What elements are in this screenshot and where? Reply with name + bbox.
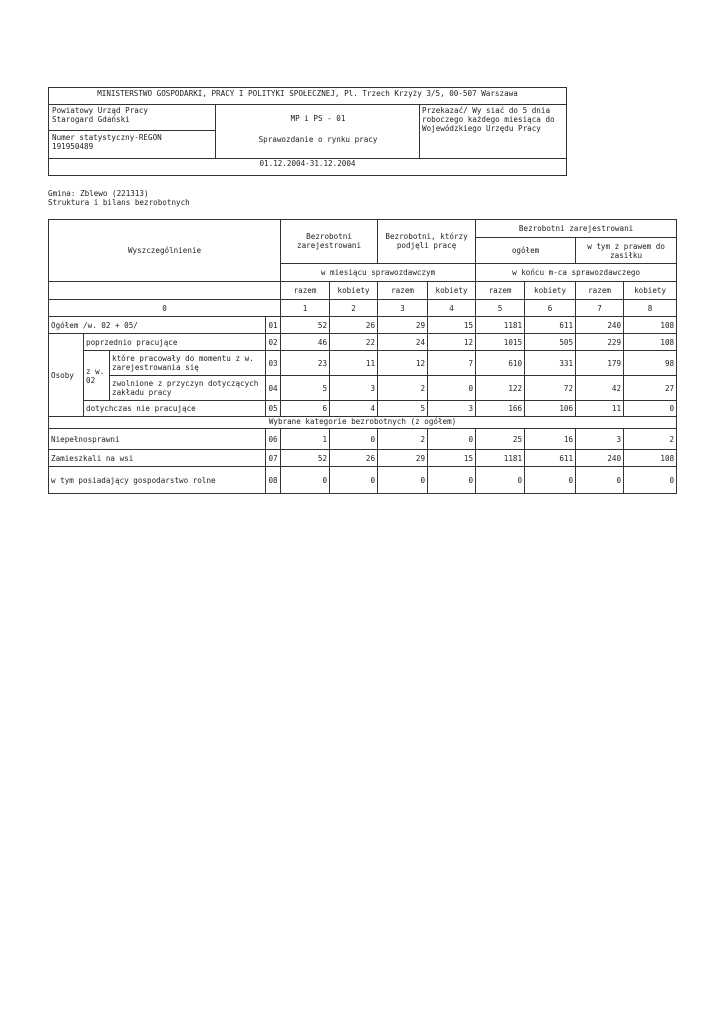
zw-label: z w. 02 — [84, 351, 110, 401]
regon-box: Numer statystyczny-REGON 191950489 — [49, 131, 216, 158]
cell: 106 — [525, 401, 576, 417]
cell: 0 — [476, 467, 525, 494]
cell: 12 — [428, 334, 476, 351]
sub-kobiety: kobiety — [428, 282, 476, 300]
cell: 0 — [428, 376, 476, 401]
header-bezrobotni-zarejestrowani: Bezrobotni zarejestrowani — [281, 220, 378, 264]
cell: 52 — [281, 450, 330, 467]
row-code: 06 — [266, 429, 281, 450]
form-header — [48, 87, 567, 176]
cell: 25 — [476, 429, 525, 450]
sub-kobiety: kobiety — [525, 282, 576, 300]
row-code: 03 — [266, 351, 281, 376]
cell: 0 — [330, 467, 378, 494]
row-code: 08 — [266, 467, 281, 494]
row-code: 04 — [266, 376, 281, 401]
cell: 52 — [281, 317, 330, 334]
sub-razem: razem — [378, 282, 428, 300]
row-label: które pracowały do momentu z w. zarejestrowania się — [110, 351, 266, 376]
col-num: 5 — [476, 300, 525, 317]
form-code: MP i PS - 01 — [290, 114, 346, 123]
col-num: 3 — [378, 300, 428, 317]
col-num: 0 — [49, 300, 281, 317]
cell: 229 — [576, 334, 624, 351]
cell: 0 — [525, 467, 576, 494]
cell: 11 — [576, 401, 624, 417]
row-label: zwolnione z przyczyn dotyczących zakładu pracy — [110, 376, 266, 401]
table-row — [49, 450, 677, 467]
cell: 122 — [476, 376, 525, 401]
office-box: Powiatowy Urząd Pracy Starogard Gdański — [49, 104, 216, 131]
cell: 331 — [525, 351, 576, 376]
cell: 23 — [281, 351, 330, 376]
sub-razem: razem — [476, 282, 525, 300]
cell: 98 — [624, 351, 677, 376]
gmina-info — [48, 189, 190, 207]
cell: 166 — [476, 401, 525, 417]
cell: 1 — [281, 429, 330, 450]
cell: 0 — [624, 467, 677, 494]
cell: 240 — [576, 317, 624, 334]
cell: 16 — [525, 429, 576, 450]
row-label: Zamieszkali na wsi — [49, 450, 266, 467]
cell: 26 — [330, 450, 378, 467]
cell: 15 — [428, 317, 476, 334]
row-label: Ogółem /w. 02 + 05/ — [49, 317, 266, 334]
osoby-label: Osoby — [49, 334, 84, 417]
row-code: 02 — [266, 334, 281, 351]
table-row — [49, 376, 677, 401]
section-title: Wybrane kategorie bezrobotnych (z ogółem) — [49, 417, 677, 429]
form-title: Sprawozdanie o rynku pracy — [258, 135, 378, 144]
cell: 0 — [330, 429, 378, 450]
cell: 72 — [525, 376, 576, 401]
header-w-koncu: w końcu m-ca sprawozdawczego — [476, 264, 677, 282]
cell: 5 — [281, 376, 330, 401]
cell: 108 — [624, 334, 677, 351]
unemployment-table — [48, 219, 677, 494]
cell: 505 — [525, 334, 576, 351]
cell: 29 — [378, 450, 428, 467]
cell: 0 — [428, 467, 476, 494]
cell: 611 — [525, 450, 576, 467]
col-num: 2 — [330, 300, 378, 317]
cell: 0 — [281, 467, 330, 494]
cell: 611 — [525, 317, 576, 334]
column-numbers-row — [49, 300, 677, 317]
cell: 0 — [576, 467, 624, 494]
cell: 12 — [378, 351, 428, 376]
col-num: 1 — [281, 300, 330, 317]
row-label: Niepełnosprawni — [49, 429, 266, 450]
cell: 4 — [330, 401, 378, 417]
cell: 2 — [378, 429, 428, 450]
table-row — [49, 401, 677, 417]
header-podjeli-prace: Bezrobotni, którzy podjęli pracę — [378, 220, 476, 264]
cell: 1181 — [476, 317, 525, 334]
cell: 46 — [281, 334, 330, 351]
cell: 0 — [428, 429, 476, 450]
cell: 22 — [330, 334, 378, 351]
col-num: 7 — [576, 300, 624, 317]
cell: 610 — [476, 351, 525, 376]
row-code: 07 — [266, 450, 281, 467]
table-row — [49, 334, 677, 351]
sub-kobiety: kobiety — [624, 282, 677, 300]
cell: 15 — [428, 450, 476, 467]
cell: 27 — [624, 376, 677, 401]
row-label: w tym posiadający gospodarstwo rolne — [49, 467, 266, 494]
table-row — [49, 351, 677, 376]
cell: 5 — [378, 401, 428, 417]
table-row — [49, 429, 677, 450]
cell: 3 — [428, 401, 476, 417]
row-code: 01 — [266, 317, 281, 334]
header-bezrobotni-zarejestrowani-end: Bezrobotni zarejestrowani — [476, 220, 677, 238]
sub-razem: razem — [281, 282, 330, 300]
header-prawo-zasilku: w tym z prawem do zasiłku — [576, 238, 677, 264]
col-num: 6 — [525, 300, 576, 317]
cell: 240 — [576, 450, 624, 467]
cell: 2 — [624, 429, 677, 450]
cell: 0 — [624, 401, 677, 417]
report-period: 01.12.2004-31.12.2004 — [49, 158, 566, 176]
cell: 0 — [378, 467, 428, 494]
cell: 3 — [576, 429, 624, 450]
report-subtitle: Struktura i bilans bezrobotnych — [48, 198, 190, 207]
cell: 108 — [624, 317, 677, 334]
cell: 6 — [281, 401, 330, 417]
ministry-line: MINISTERSTWO GOSPODARKI, PRACY I POLITYKI SPOŁECZNEJ, Pl. Trzech Krzyży 3/5, 00-507 Warszawa — [49, 88, 566, 105]
cell: 26 — [330, 317, 378, 334]
col-num: 4 — [428, 300, 476, 317]
header-w-miesiacu: w miesiącu sprawozdawczym — [281, 264, 476, 282]
header-ogolem: ogółem — [476, 238, 576, 264]
gmina-name: Gmina: Zblewo (221313) — [48, 189, 149, 198]
cell: 2 — [378, 376, 428, 401]
row-label: poprzednio pracujące — [84, 334, 266, 351]
row-label: dotychczas nie pracujące — [84, 401, 266, 417]
cell: 11 — [330, 351, 378, 376]
cell: 7 — [428, 351, 476, 376]
cell: 29 — [378, 317, 428, 334]
cell: 24 — [378, 334, 428, 351]
cell: 42 — [576, 376, 624, 401]
header-wyszczegolnienie: Wyszczególnienie — [49, 220, 281, 282]
sub-razem: razem — [576, 282, 624, 300]
delivery-note: Przekazać/ Wy siać do 5 dnia roboczego każdego miesiąca do Wojewódzkiego Urzędu Pracy — [419, 104, 566, 158]
sub-kobiety: kobiety — [330, 282, 378, 300]
cell: 179 — [576, 351, 624, 376]
table-row — [49, 467, 677, 494]
row-code: 05 — [266, 401, 281, 417]
table-row — [49, 317, 677, 334]
cell: 1015 — [476, 334, 525, 351]
cell: 1181 — [476, 450, 525, 467]
cell: 3 — [330, 376, 378, 401]
cell: 108 — [624, 450, 677, 467]
col-num: 8 — [624, 300, 677, 317]
